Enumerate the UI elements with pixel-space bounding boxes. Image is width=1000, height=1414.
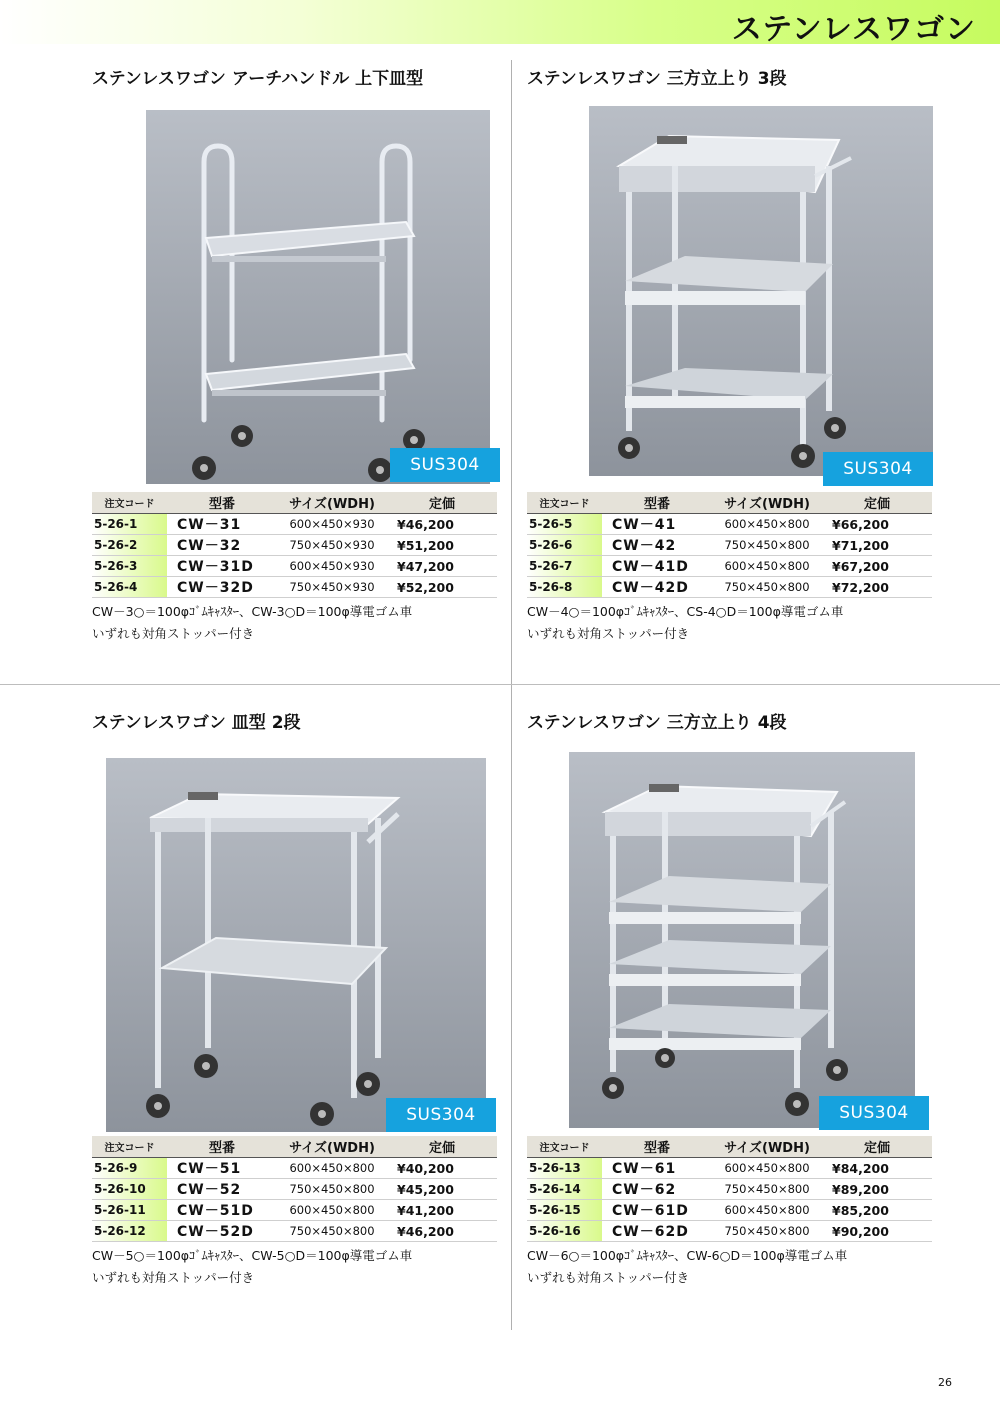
price: ¥46,200 <box>387 1221 497 1242</box>
product-photo <box>569 752 915 1128</box>
order-code: 5-26-9 <box>92 1158 167 1179</box>
price: ¥67,200 <box>822 556 932 577</box>
price: ¥85,200 <box>822 1200 932 1221</box>
wagon-2-tier-tray-illustration <box>106 758 486 1132</box>
size: 750×450×800 <box>277 1221 387 1242</box>
product-section-cw-50 <box>92 708 502 1308</box>
table-row <box>92 514 497 535</box>
table-row <box>527 1221 932 1242</box>
material-badge: SUS304 <box>823 452 933 486</box>
model-number: CW－31D <box>167 556 277 577</box>
price: ¥90,200 <box>822 1221 932 1242</box>
stopper-note: いずれも対角ストッパー付き <box>527 1270 690 1285</box>
model-number: CW－32D <box>167 577 277 598</box>
size: 750×450×930 <box>277 577 387 598</box>
section-title: ステンレスワゴン 三方立上り 4段 <box>527 713 787 733</box>
order-code: 5-26-16 <box>527 1221 602 1242</box>
order-code: 5-26-7 <box>527 556 602 577</box>
column-divider <box>511 60 512 1330</box>
price: ¥47,200 <box>387 556 497 577</box>
price: ¥89,200 <box>822 1179 932 1200</box>
order-code: 5-26-13 <box>527 1158 602 1179</box>
table-row <box>527 535 932 556</box>
size: 600×450×800 <box>712 1200 822 1221</box>
table-header-row <box>527 492 932 514</box>
header-size: サイズ(WDH) <box>712 492 822 514</box>
caster-note: CW－4○＝100φｺﾞﾑｷｬｽﾀｰ、CS-4○D＝100φ導電ゴム車 <box>527 604 844 619</box>
header-price: 定価 <box>822 1136 932 1158</box>
size: 600×450×800 <box>712 514 822 535</box>
order-code: 5-26-2 <box>92 535 167 556</box>
wagon-3-tier-illustration <box>589 106 933 476</box>
model-number: CW－41D <box>602 556 712 577</box>
price: ¥72,200 <box>822 577 932 598</box>
page-title: ステンレスワゴン <box>731 12 976 47</box>
size: 750×450×800 <box>712 1221 822 1242</box>
spec-table <box>527 1136 932 1242</box>
header-price: 定価 <box>822 492 932 514</box>
table-row <box>527 577 932 598</box>
model-number: CW－51D <box>167 1200 277 1221</box>
price: ¥84,200 <box>822 1158 932 1179</box>
price: ¥51,200 <box>387 535 497 556</box>
price: ¥71,200 <box>822 535 932 556</box>
caster-note: CW－3○＝100φｺﾞﾑｷｬｽﾀｰ、CW-3○D＝100φ導電ゴム車 <box>92 604 413 619</box>
table-header-row <box>92 492 497 514</box>
header-size: サイズ(WDH) <box>277 492 387 514</box>
wagon-arch-handle-illustration <box>146 110 490 484</box>
model-number: CW－61D <box>602 1200 712 1221</box>
model-number: CW－32 <box>167 535 277 556</box>
spec-table <box>92 492 497 598</box>
header-model: 型番 <box>602 1136 712 1158</box>
order-code: 5-26-14 <box>527 1179 602 1200</box>
table-row <box>92 556 497 577</box>
size: 750×450×800 <box>712 535 822 556</box>
table-row <box>92 1221 497 1242</box>
spec-table <box>527 492 932 598</box>
price: ¥40,200 <box>387 1158 497 1179</box>
section-title: ステンレスワゴン 皿型 2段 <box>92 713 301 733</box>
table-row <box>527 1179 932 1200</box>
stopper-note: いずれも対角ストッパー付き <box>527 626 690 641</box>
model-number: CW－41 <box>602 514 712 535</box>
header-size: サイズ(WDH) <box>712 1136 822 1158</box>
order-code: 5-26-8 <box>527 577 602 598</box>
product-section-cw-30 <box>92 64 502 664</box>
section-title: ステンレスワゴン 三方立上り 3段 <box>527 69 787 89</box>
size: 600×450×800 <box>712 1158 822 1179</box>
price: ¥41,200 <box>387 1200 497 1221</box>
model-number: CW－62D <box>602 1221 712 1242</box>
model-number: CW－62 <box>602 1179 712 1200</box>
stopper-note: いずれも対角ストッパー付き <box>92 1270 255 1285</box>
price: ¥52,200 <box>387 577 497 598</box>
product-photo <box>589 106 933 476</box>
header-model: 型番 <box>602 492 712 514</box>
size: 750×450×800 <box>712 577 822 598</box>
table-row <box>527 1200 932 1221</box>
header-code: 注文コード <box>92 1136 167 1158</box>
model-number: CW－42 <box>602 535 712 556</box>
size: 750×450×800 <box>277 1179 387 1200</box>
model-number: CW－52 <box>167 1179 277 1200</box>
table-row <box>92 577 497 598</box>
product-photo <box>146 110 490 484</box>
order-code: 5-26-5 <box>527 514 602 535</box>
header-price: 定価 <box>387 1136 497 1158</box>
spec-table <box>92 1136 497 1242</box>
order-code: 5-26-15 <box>527 1200 602 1221</box>
order-code: 5-26-6 <box>527 535 602 556</box>
caster-note: CW－5○＝100φｺﾞﾑｷｬｽﾀｰ、CW-5○D＝100φ導電ゴム車 <box>92 1248 413 1263</box>
product-photo <box>106 758 486 1132</box>
stopper-note: いずれも対角ストッパー付き <box>92 626 255 641</box>
header-price: 定価 <box>387 492 497 514</box>
material-badge: SUS304 <box>390 448 500 482</box>
price: ¥45,200 <box>387 1179 497 1200</box>
table-row <box>92 1200 497 1221</box>
order-code: 5-26-10 <box>92 1179 167 1200</box>
material-badge: SUS304 <box>819 1096 929 1130</box>
order-code: 5-26-4 <box>92 577 167 598</box>
product-section-cw-40 <box>527 64 937 664</box>
header-code: 注文コード <box>527 492 602 514</box>
table-row <box>92 1158 497 1179</box>
table-row <box>527 514 932 535</box>
page-number: 26 <box>938 1376 952 1389</box>
price: ¥66,200 <box>822 514 932 535</box>
size: 600×450×930 <box>277 514 387 535</box>
wagon-4-tier-illustration <box>569 752 915 1128</box>
section-title: ステンレスワゴン アーチハンドル 上下皿型 <box>92 69 424 89</box>
table-header-row <box>92 1136 497 1158</box>
product-section-cw-60 <box>527 708 937 1308</box>
header-code: 注文コード <box>92 492 167 514</box>
size: 750×450×930 <box>277 535 387 556</box>
order-code: 5-26-12 <box>92 1221 167 1242</box>
table-header-row <box>527 1136 932 1158</box>
size: 600×450×800 <box>277 1158 387 1179</box>
header-model: 型番 <box>167 1136 277 1158</box>
size: 600×450×800 <box>712 556 822 577</box>
table-row <box>92 535 497 556</box>
header-model: 型番 <box>167 492 277 514</box>
caster-note: CW－6○＝100φｺﾞﾑｷｬｽﾀｰ、CW-6○D＝100φ導電ゴム車 <box>527 1248 848 1263</box>
model-number: CW－31 <box>167 514 277 535</box>
model-number: CW－51 <box>167 1158 277 1179</box>
size: 750×450×800 <box>712 1179 822 1200</box>
size: 600×450×930 <box>277 556 387 577</box>
header-code: 注文コード <box>527 1136 602 1158</box>
order-code: 5-26-1 <box>92 514 167 535</box>
size: 600×450×800 <box>277 1200 387 1221</box>
order-code: 5-26-3 <box>92 556 167 577</box>
table-row <box>527 1158 932 1179</box>
row-divider <box>0 684 1000 685</box>
material-badge: SUS304 <box>386 1098 496 1132</box>
model-number: CW－42D <box>602 577 712 598</box>
header-size: サイズ(WDH) <box>277 1136 387 1158</box>
model-number: CW－52D <box>167 1221 277 1242</box>
price: ¥46,200 <box>387 514 497 535</box>
order-code: 5-26-11 <box>92 1200 167 1221</box>
model-number: CW－61 <box>602 1158 712 1179</box>
table-row <box>92 1179 497 1200</box>
table-row <box>527 556 932 577</box>
